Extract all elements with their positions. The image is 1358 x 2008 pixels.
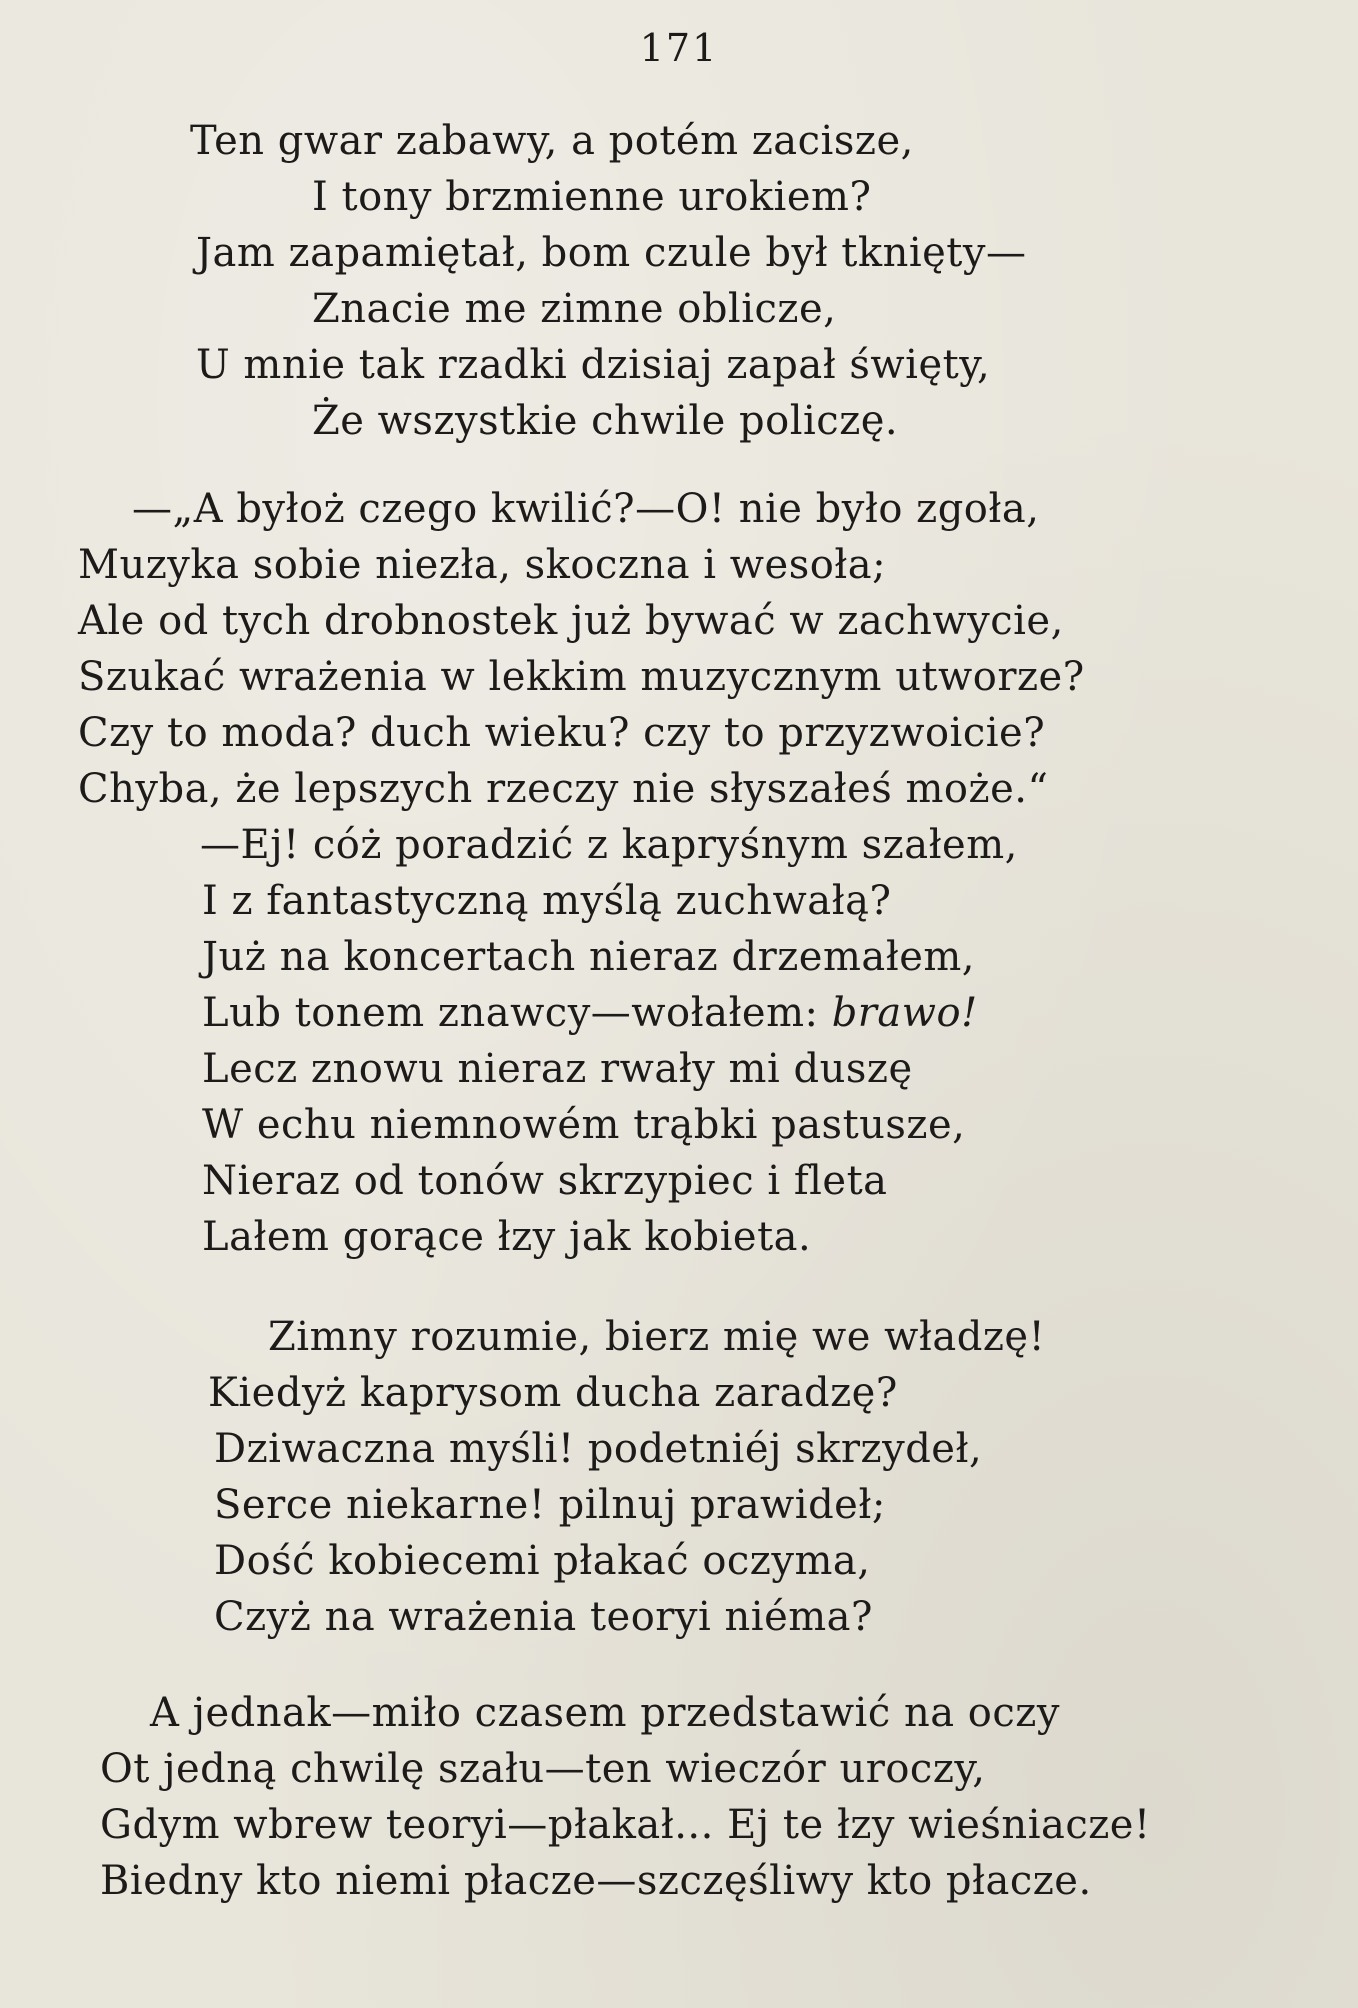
poem-line: Że wszystkie chwile policzę.: [312, 398, 899, 444]
poem-line: Serce niekarne! pilnuj prawideł;: [214, 1482, 886, 1528]
poem-line: Biedny kto niemi płacze—szczęśliwy kto płacze.: [100, 1858, 1092, 1904]
poem-line: Dziwaczna myśli! podetniéj skrzydeł,: [214, 1426, 983, 1472]
poem-line: —„A byłoż czego kwilić?—O! nie było zgoła,: [132, 486, 1040, 532]
poem-line: Ale od tych drobnostek już bywać w zachwycie,: [78, 598, 1064, 644]
poem-line: I z fantastyczną myślą zuchwałą?: [202, 878, 892, 924]
poem-line: —Ej! cóż poradzić z kapryśnym szałem,: [200, 822, 1018, 868]
poem-line: W echu niemnowém trąbki pastusze,: [202, 1102, 966, 1148]
poem-italic-word: brawo!: [831, 990, 978, 1036]
poem-line: Ten gwar zabawy, a potém zacisze,: [190, 118, 914, 164]
poem-line: Chyba, że lepszych rzeczy nie słyszałeś może.“: [78, 766, 1049, 812]
poem-line: Dość kobiecemi płakać oczyma,: [214, 1538, 871, 1584]
poem-line: Jam zapamiętał, bom czule był tknięty—: [196, 230, 1027, 276]
poem-line: Gdym wbrew teoryi—płakał... Ej te łzy wieśniacze!: [100, 1802, 1151, 1848]
poem-line: Już na koncertach nieraz drzemałem,: [202, 934, 976, 980]
poem-line: Czyż na wrażenia teoryi niéma?: [214, 1594, 873, 1640]
poem-line: Znacie me zimne oblicze,: [312, 286, 837, 332]
poem-line: [202, 988, 978, 1038]
poem-line: Lecz znowu nieraz rwały mi duszę: [202, 1046, 913, 1092]
poem-line: Kiedyż kaprysom ducha zaradzę?: [208, 1370, 898, 1416]
poem-line: U mnie tak rzadki dzisiaj zapał święty,: [196, 342, 991, 388]
poem-line: Ot jedną chwilę szału—ten wieczór uroczy,: [100, 1746, 986, 1792]
poem-line: Szukać wrażenia w lekkim muzycznym utworze?: [78, 654, 1085, 700]
poem-line: Lałem gorące łzy jak kobieta.: [202, 1214, 812, 1260]
poem-line: A jednak—miło czasem przedstawić na oczy: [150, 1690, 1060, 1736]
poem-line: Muzyka sobie niezła, skoczna i wesoła;: [78, 542, 887, 588]
poem-line: Zimny rozumie, bierz mię we władzę!: [268, 1314, 1046, 1360]
poem-line: Czy to moda? duch wieku? czy to przyzwoicie?: [78, 710, 1046, 756]
poem-line: Nieraz od tonów skrzypiec i fleta: [202, 1158, 888, 1204]
poem-line: I tony brzmienne urokiem?: [312, 174, 872, 220]
poem-line-text: Lub tonem znawcy—wołałem:: [202, 990, 832, 1036]
page-number: 171: [639, 26, 719, 70]
